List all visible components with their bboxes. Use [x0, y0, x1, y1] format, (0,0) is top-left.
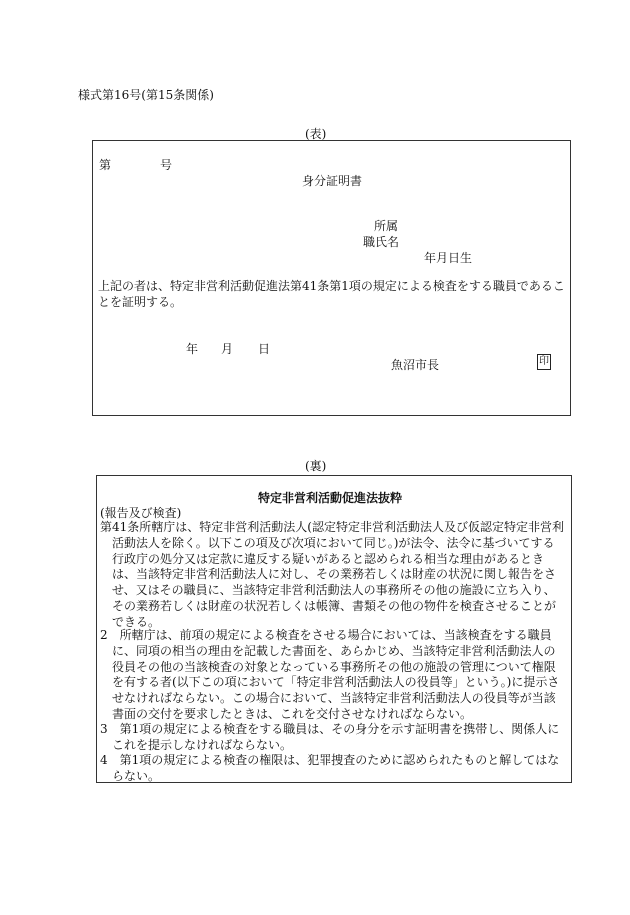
number-suffix: 号 — [160, 158, 173, 172]
law-excerpt-title: 特定非営利活動促進法抜粋 — [258, 491, 403, 505]
affiliation-label: 所属 — [374, 219, 399, 233]
law-article-41-paragraph-1: 第41条所轄庁は、特定非営利活動法人(認定特定非営利活動法人及び仮認定特定非営利活動法人を除く。以下この項及び次項において同じ。)が法令、法令に基づいてする行政庁の処分又は定款に違反する疑いがあると認められる相当な理由があるときは、当該特定非営利活動法人に対し、その業務若しくは財産の状況に関し報告をさせ、又はその職員に、当該特定非営利活動法人の事務所その他の施設に立ち入り、その業務若しくは財産の状況若しくは帳簿、書類その他の物件を検査させることができる。 — [100, 520, 564, 629]
seal-mark: 印 — [537, 354, 551, 370]
name-label: 職氏名 — [363, 235, 400, 249]
date-day-label: 日 — [258, 342, 271, 356]
date-month-label: 月 — [221, 342, 234, 356]
law-excerpt-subtitle: (報告及び検査) — [100, 506, 182, 520]
date-year-label: 年 — [186, 342, 199, 356]
law-article-41-paragraph-2: 2 所轄庁は、前項の規定による検査をさせる場合においては、当該検査をする職員に、同項の相当の理由を記載した書面を、あらかじめ、当該特定非営利活動法人の役員その他の当該検査の対象となっている事務所その他の施設の管理について権限を有する者(以下この項において「特定非営利活動法人の役員等」という。)に提示させなければならない。この場合において、当該特定非営利活動法人の役員等が当該書面の交付を要求したときは、これを交付させなければならない。 — [100, 628, 560, 721]
issuer-name: 魚沼市長 — [391, 358, 440, 372]
birthdate-label: 年月日生 — [424, 251, 473, 265]
law-article-41-paragraph-3: 3 第1項の規定による検査をする職員は、その身分を示す証明書を携帯し、関係人にこれを提示しなければならない。 — [100, 722, 560, 752]
front-side-label: (表) — [305, 127, 327, 141]
law-article-41-paragraph-4: 4 第1項の規定による検査の権限は、犯罪捜査のために認められたものと解してはならない。 — [100, 753, 560, 783]
certification-statement: 上記の者は、特定非営利活動促進法第41条第1項の規定による検査をする職員であることを証明する。 — [98, 279, 565, 309]
form-number-label: 様式第16号(第15条関係) — [78, 88, 214, 102]
number-prefix: 第 — [99, 158, 112, 172]
back-side-label: (裏) — [305, 459, 327, 473]
certificate-title: 身分証明書 — [302, 174, 363, 188]
